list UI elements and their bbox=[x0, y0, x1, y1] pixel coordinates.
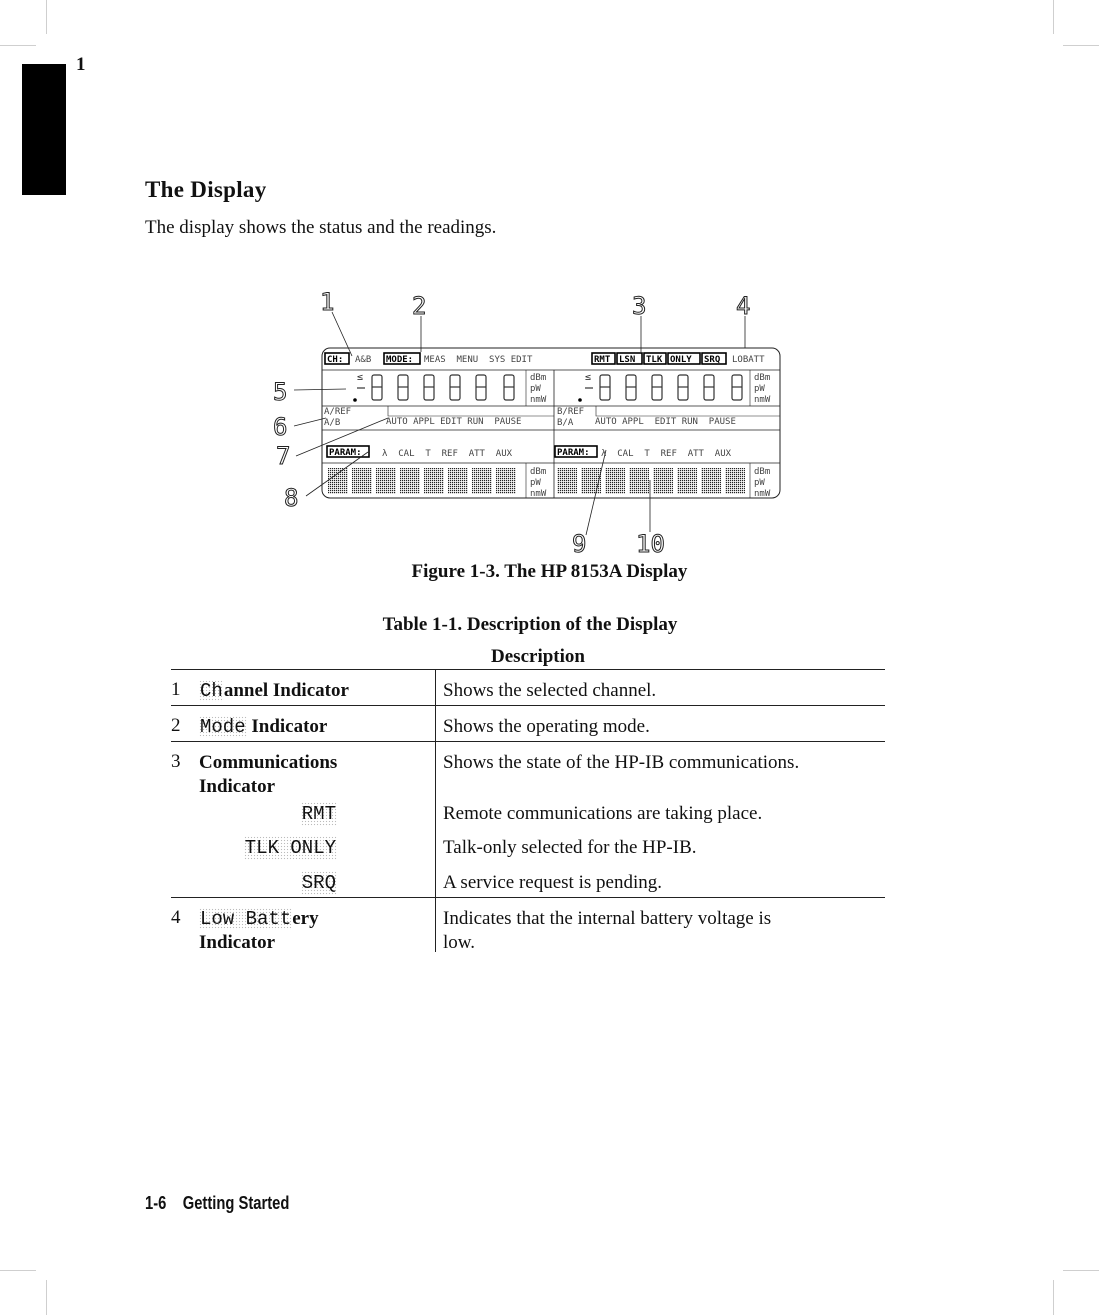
svg-text:nmW: nmW bbox=[530, 395, 547, 405]
chapter-tab bbox=[22, 64, 66, 195]
crop-mark bbox=[1063, 1270, 1099, 1271]
svg-text:dBm: dBm bbox=[754, 467, 771, 477]
table-row bbox=[171, 897, 885, 952]
callout-7: 7 bbox=[276, 442, 291, 470]
key-label: Mode bbox=[200, 716, 246, 738]
callout-3: 3 bbox=[632, 292, 647, 320]
right-matrix-units bbox=[754, 467, 771, 499]
display-figure bbox=[260, 280, 800, 560]
lobatt-label: LOBATT bbox=[732, 355, 765, 365]
left-ref-top: A/REF bbox=[324, 407, 352, 417]
sub-key-rmt: RMT bbox=[301, 803, 336, 825]
crop-mark bbox=[1053, 0, 1054, 34]
comm-indicators bbox=[592, 353, 726, 365]
right-param-items: λ CAL T REF ATT AUX bbox=[601, 449, 732, 459]
svg-text:dBm: dBm bbox=[754, 373, 771, 383]
row-number: 2 bbox=[171, 715, 181, 736]
callout-8: 8 bbox=[284, 484, 299, 512]
row-description: Indicates that the internal battery voltage is low. bbox=[443, 908, 772, 953]
chapter-number: 1 bbox=[76, 54, 86, 75]
svg-text:nmW: nmW bbox=[530, 489, 547, 499]
row-name: Low Battery Indicator bbox=[199, 908, 319, 953]
comm-tlk: TLK bbox=[646, 355, 663, 365]
row-name: Mode Indicator bbox=[200, 716, 328, 738]
mode-label: MODE: bbox=[386, 355, 414, 365]
callout-10: 10 bbox=[636, 530, 665, 558]
svg-text:nmW: nmW bbox=[754, 395, 771, 405]
crop-mark bbox=[46, 1280, 47, 1315]
right-digits bbox=[578, 372, 742, 402]
right-ref-bottom: B/A bbox=[557, 418, 574, 428]
left-param-items: λ CAL T REF ATT AUX bbox=[382, 449, 513, 459]
page-footer bbox=[145, 1193, 289, 1214]
footer-title: Getting Started bbox=[182, 1193, 290, 1213]
crop-mark bbox=[0, 45, 36, 46]
sub-key-srq: SRQ bbox=[301, 872, 336, 894]
svg-text:pW: pW bbox=[754, 478, 765, 488]
left-ref-bottom: A/B bbox=[324, 418, 341, 428]
intro-paragraph: The display shows the status and the readings. bbox=[145, 217, 497, 238]
row-name: Channel Indicator bbox=[200, 680, 349, 702]
left-units bbox=[530, 373, 547, 405]
ch-label: CH: bbox=[327, 355, 344, 365]
crop-mark bbox=[0, 1270, 36, 1271]
right-ref-top: B/REF bbox=[557, 407, 585, 417]
figure-caption: Figure 1-3. The HP 8153A Display bbox=[411, 561, 688, 582]
comm-only: ONLY bbox=[670, 355, 692, 365]
right-units bbox=[754, 373, 771, 405]
sub-key-tlk-only: TLK ONLY bbox=[244, 837, 336, 859]
ch-value: A&B bbox=[355, 355, 372, 365]
key-label: Ch bbox=[200, 680, 223, 702]
table-row bbox=[171, 669, 885, 705]
crop-mark bbox=[46, 0, 47, 34]
comm-lsn: LSN bbox=[619, 355, 636, 365]
table-row bbox=[171, 705, 885, 741]
row-description: Shows the state of the HP-IB communications. bbox=[443, 752, 800, 773]
callout-9: 9 bbox=[572, 530, 587, 558]
svg-text:dBm: dBm bbox=[530, 373, 547, 383]
comm-rmt: RMT bbox=[594, 355, 611, 365]
sub-description: Talk-only selected for the HP-IB. bbox=[443, 837, 697, 858]
callout-5: 5 bbox=[273, 378, 288, 406]
row-description: Shows the selected channel. bbox=[443, 680, 657, 701]
section-title: The Display bbox=[145, 177, 267, 202]
callout-1: 1 bbox=[320, 288, 335, 316]
svg-text:pW: pW bbox=[754, 384, 765, 394]
svg-text:dBm: dBm bbox=[530, 467, 547, 477]
table-caption: Table 1-1. Description of the Display bbox=[382, 614, 678, 635]
right-param-label: PARAM: bbox=[557, 448, 590, 458]
row-description: Shows the operating mode. bbox=[443, 716, 650, 737]
right-status: AUTO APPL EDIT RUN PAUSE bbox=[595, 417, 736, 427]
crop-mark bbox=[1063, 45, 1099, 46]
svg-text:pW: pW bbox=[530, 384, 541, 394]
sub-description: Remote communications are taking place. bbox=[443, 803, 763, 824]
callout-4: 4 bbox=[736, 292, 751, 320]
key-label: Low Batt bbox=[200, 908, 292, 930]
svg-text:≤: ≤ bbox=[357, 372, 364, 383]
callout-6: 6 bbox=[273, 413, 288, 441]
sub-description: A service request is pending. bbox=[443, 872, 662, 893]
description-table bbox=[171, 645, 885, 952]
left-matrix-units bbox=[530, 467, 547, 499]
row-number: 4 bbox=[171, 907, 181, 928]
right-dot-matrix bbox=[557, 468, 745, 494]
svg-text:nmW: nmW bbox=[754, 489, 771, 499]
callout-2: 2 bbox=[412, 292, 427, 320]
table-row bbox=[171, 741, 885, 897]
row-number: 1 bbox=[171, 679, 181, 700]
page-number: 1-6 bbox=[145, 1193, 167, 1213]
comm-srq: SRQ bbox=[704, 355, 721, 365]
svg-text:≤: ≤ bbox=[585, 372, 592, 383]
row-number: 3 bbox=[171, 751, 181, 772]
left-param-label: PARAM: bbox=[329, 448, 362, 458]
svg-text:pW: pW bbox=[530, 478, 541, 488]
left-digits bbox=[353, 372, 514, 402]
row-name: Communications Indicator bbox=[199, 752, 338, 797]
crop-mark bbox=[1053, 1280, 1054, 1315]
left-status: AUTO APPL EDIT RUN PAUSE bbox=[386, 417, 522, 427]
table-header: Description bbox=[491, 646, 585, 667]
mode-items: MEAS MENU SYS EDIT bbox=[424, 355, 533, 365]
left-dot-matrix bbox=[328, 468, 516, 494]
